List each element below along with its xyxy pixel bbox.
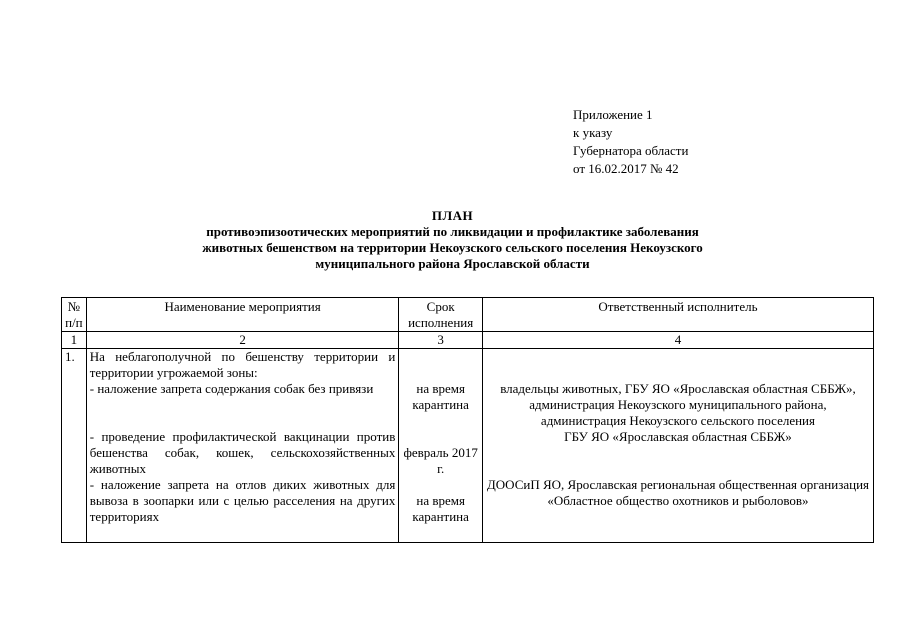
measure-item: - наложение запрета содержания собак без привязи [89, 381, 374, 396]
document-title [100, 208, 805, 272]
row-intro: На неблагополучной по бешенству территории и территории угрожаемой зоны: [89, 349, 396, 380]
appendix-line: Приложение 1 [573, 107, 653, 122]
row-measures [86, 349, 399, 543]
title-heading: ПЛАН [431, 208, 474, 223]
responsible-item: владельцы животных, ГБУ ЯО «Ярославская областная СББЖ», администрация Некоузского муниципального района, администрация Некоузского сельского поселения [500, 381, 856, 428]
term-item: на время карантина [412, 381, 469, 412]
column-number: 1 [62, 332, 87, 349]
plan-table [61, 297, 874, 543]
column-number: 3 [399, 332, 483, 349]
responsible-item: ДООСиП ЯО, Ярославская региональная общественная организация «Областное общество охотников и рыболовов» [486, 477, 870, 508]
row-terms [399, 349, 483, 543]
appendix-line: к указу [573, 125, 613, 140]
appendix-block [573, 106, 688, 178]
column-number-row [62, 332, 874, 349]
title-line: противоэпизоотических мероприятий по ликвидации и профилактике заболевания [206, 224, 699, 239]
appendix-line: от 16.02.2017 № 42 [573, 161, 679, 176]
header-row [62, 298, 874, 332]
header-num-line: № [67, 299, 81, 314]
row-number: 1. [62, 349, 87, 543]
title-line: муниципального района Ярославской области [315, 256, 590, 271]
header-num-line: п/п [65, 315, 83, 330]
header-term-line: Срок [426, 299, 455, 314]
header-term-line: исполнения [408, 315, 474, 330]
header-responsible: Ответственный исполнитель [482, 298, 873, 332]
term-item: февраль 2017 г. [403, 445, 478, 476]
row-responsible [482, 349, 873, 543]
header-num [62, 298, 87, 332]
term-item: на время карантина [412, 493, 469, 524]
header-name: Наименование мероприятия [86, 298, 399, 332]
table-row [62, 349, 874, 543]
measure-item: - проведение профилактической вакцинации против бешенства собак, кошек, сельскохозяйственных животных [89, 429, 396, 476]
responsible-item: ГБУ ЯО «Ярославская областная СББЖ» [564, 429, 792, 444]
header-term [399, 298, 483, 332]
measure-item: - наложение запрета на отлов диких животных для вывоза в зоопарки или с целью расселения на других территориях [89, 477, 396, 524]
title-line: животных бешенством на территории Некоузского сельского поселения Некоузского [202, 240, 703, 255]
column-number: 4 [482, 332, 873, 349]
appendix-line: Губернатора области [573, 143, 689, 158]
column-number: 2 [86, 332, 399, 349]
